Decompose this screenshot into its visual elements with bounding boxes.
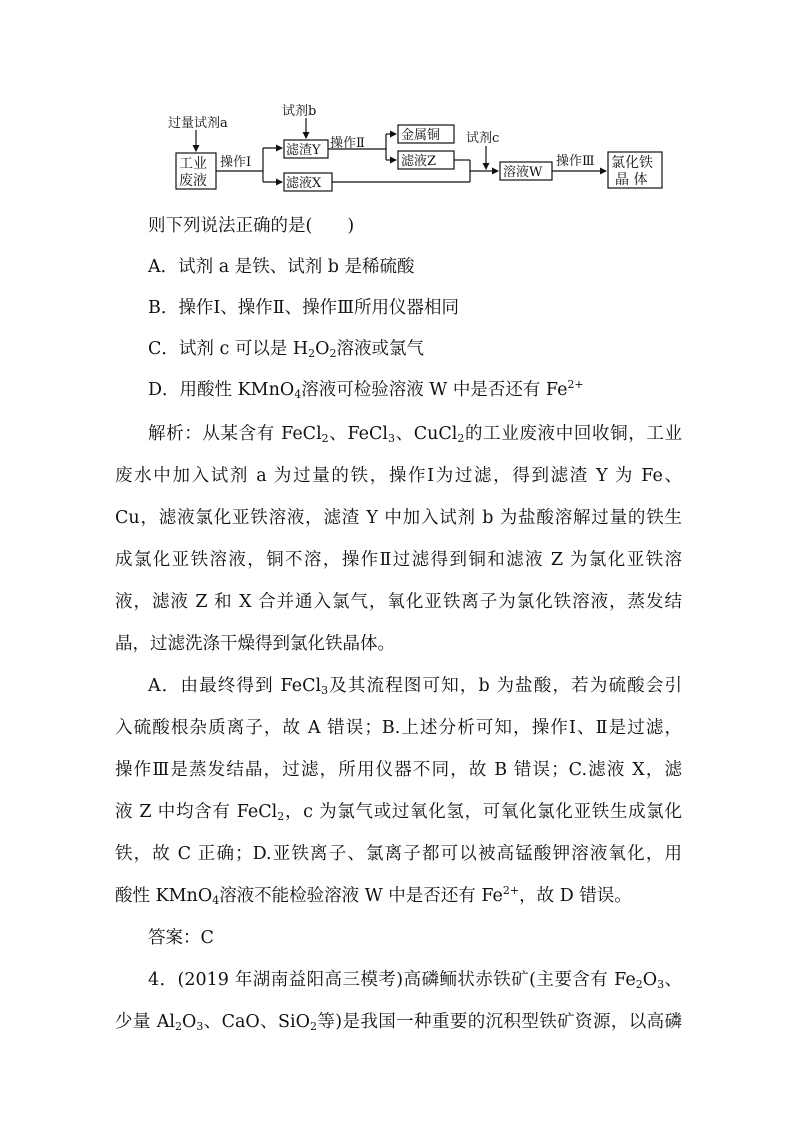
analysis-sub: 2 [321, 432, 329, 445]
next-question-sub: 2 [635, 978, 643, 991]
reagent-a-label: 过量试剂a [168, 116, 228, 131]
wastewater-label-1: 工业 [179, 156, 207, 172]
analysis-line-2: 废水中加入试剂 a 为过量的铁，操作Ⅰ为过滤，得到滤渣 Y 为 Fe、 [115, 466, 682, 486]
process-flowchart [160, 96, 680, 196]
analysis-text: 解析：从某含有 FeCl [148, 424, 322, 444]
analysis-line-9: 操作Ⅲ是蒸发结晶，过滤，所用仪器不同，故 B 错误；C.滤液 X，滤 [115, 760, 682, 780]
next-question-line-1 [148, 966, 682, 991]
next-question-text: 4．(2019 年湖南益阳高三模考)高磷鲕状赤铁矿(主要含有 Fe [148, 970, 636, 990]
analysis-text: 液 Z 中均含有 FeCl [115, 802, 278, 822]
question-stem: 则下列说法正确的是( ) [148, 216, 355, 236]
fecl3-crystal-label-2: 晶 体 [615, 172, 648, 188]
option-d-text: D．用酸性 KMnO [148, 380, 295, 400]
option-c-sub: 2 [329, 347, 337, 360]
option-c [148, 335, 748, 360]
analysis-line-4: 成氯化亚铁溶液，铜不溶，操作Ⅱ过滤得到铜和滤液 Z 为氯化亚铁溶 [115, 550, 682, 570]
analysis-line-5: 液，滤液 Z 和 X 合并通入氯气，氧化亚铁离子为氯化铁溶液，蒸发结 [115, 592, 682, 612]
residue-y-label: 滤渣Y [286, 143, 321, 158]
next-question-sub: 2 [174, 1020, 182, 1033]
next-question-text: O [642, 970, 658, 990]
analysis-line-7 [148, 672, 682, 697]
analysis-text: 及其流程图可知，b 为盐酸，若为硫酸会引 [328, 676, 682, 696]
next-question-text: 、 [664, 970, 682, 990]
option-d [148, 376, 748, 401]
analysis-text: 溶液不能检验溶液 W 中是否还有 Fe [219, 886, 503, 906]
analysis-line-8: 入硫酸根杂质离子，故 A 错误；B.上述分析可知，操作Ⅰ、Ⅱ是过滤， [115, 718, 682, 738]
analysis-line-12 [115, 882, 715, 907]
analysis-text: ，c 为氯气或过氧化氢，可氧化氯化亚铁生成氯化 [284, 802, 682, 822]
analysis-sub: 4 [212, 894, 220, 907]
option-d-sup: 2+ [567, 378, 584, 391]
analysis-sub: 3 [387, 432, 395, 445]
option-c-text: C．试剂 c 可以是 H [148, 339, 309, 359]
option-c-sub: 2 [308, 347, 316, 360]
filtrate-x-label: 滤液X [286, 176, 322, 191]
analysis-sup: 2+ [502, 884, 520, 897]
option-c-text: O [315, 339, 330, 359]
solution-w-label: 溶液W [503, 165, 543, 180]
copper-label: 金属铜 [401, 128, 441, 143]
analysis-line-6: 晶，过滤洗涤干燥得到氯化铁晶体。 [115, 634, 395, 654]
option-a: A．试剂 a 是铁、试剂 b 是稀硫酸 [148, 257, 415, 277]
analysis-line-1 [148, 420, 682, 445]
option-d-text: 溶液可检验溶液 W 中是否还有 Fe [301, 380, 568, 400]
op3-label: 操作Ⅲ [556, 154, 595, 169]
wastewater-label-2: 废液 [179, 173, 207, 189]
analysis-text: 、FeCl [328, 424, 388, 444]
analysis-text: ，故 D 错误。 [519, 886, 632, 906]
analysis-sub: 2 [277, 810, 285, 823]
next-question-text: 等)是我国一种重要的沉积型铁矿资源，以高磷 [317, 1012, 682, 1032]
analysis-line-11: 铁，故 C 正确；D.亚铁离子、氯离子都可以被高锰酸钾溶液氧化，用 [115, 844, 682, 864]
analysis-text: 、CuCl [394, 424, 458, 444]
filtrate-z-label: 滤液Z [401, 154, 437, 169]
analysis-line-10 [115, 798, 682, 823]
analysis-text: 酸性 KMnO [115, 886, 213, 906]
next-question-text: O [181, 1012, 197, 1032]
analysis-sub: 2 [457, 432, 465, 445]
option-d-sub: 4 [294, 388, 302, 401]
next-question-sub: 3 [657, 978, 665, 991]
next-question-line-2 [115, 1008, 682, 1033]
analysis-sub: 3 [321, 684, 329, 697]
option-b: B．操作Ⅰ、操作Ⅱ、操作Ⅲ所用仪器相同 [148, 298, 460, 318]
next-question-sub: 3 [196, 1020, 204, 1033]
reagent-b-label: 试剂b [282, 104, 317, 119]
reagent-c-label: 试剂c [466, 131, 500, 146]
op1-label: 操作Ⅰ [220, 155, 252, 170]
next-question-sub: 2 [310, 1020, 317, 1033]
analysis-line-3: Cu，滤液氯化亚铁溶液，滤渣 Y 中加入试剂 b 为盐酸溶解过量的铁生 [115, 508, 682, 528]
analysis-text: A．由最终得到 FeCl [148, 676, 322, 696]
option-c-text: 溶液或氯气 [336, 339, 424, 359]
next-question-text: 、CaO、SiO [203, 1012, 310, 1032]
analysis-text: 的工业废液中回收铜，工业 [464, 424, 682, 444]
fecl3-crystal-label-1: 氯化铁 [611, 155, 653, 171]
answer: 答案：C [148, 928, 214, 948]
next-question-text: 少量 Al [115, 1012, 175, 1032]
op2-label: 操作Ⅱ [330, 136, 365, 151]
